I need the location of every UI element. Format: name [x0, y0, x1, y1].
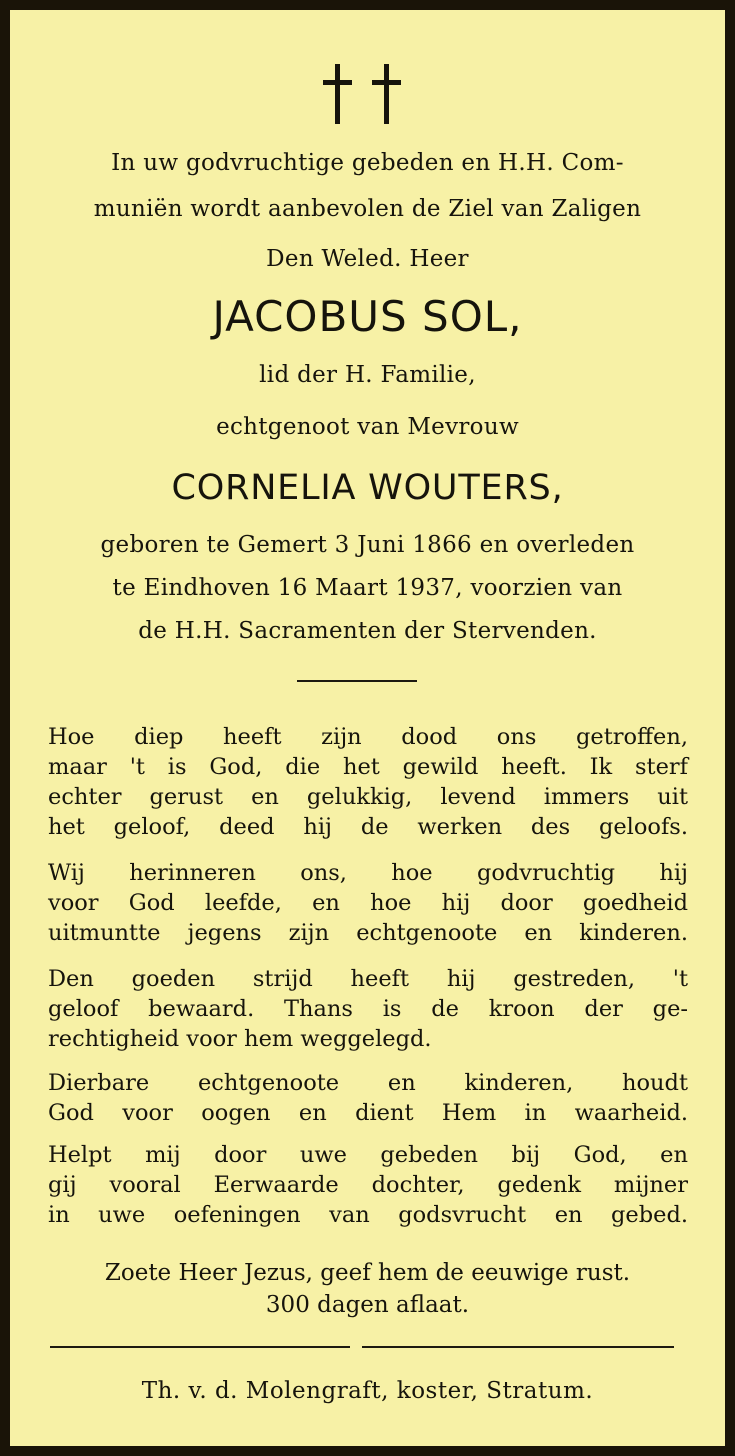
verse-line: uitmuntte jegens zijn echtgenoote en kinderen.: [48, 920, 688, 946]
verse-line: Helpt mij door uwe gebeden bij God, en: [48, 1142, 688, 1168]
verse-line: voor God leefde, en hoe hij door goedheid: [48, 890, 688, 916]
verse-line: gij vooral Eerwaarde dochter, gedenk mijner: [48, 1172, 688, 1198]
verse-line: het geloof, deed hij de werken des geloofs.: [48, 814, 688, 840]
memorial-card: [10, 10, 725, 1446]
intro-line-2: muniën wordt aanbevolen de Ziel van Zaligen: [93, 196, 642, 222]
born-line-1: geboren te Gemert 3 Juni 1866 en overleden: [100, 532, 635, 558]
verse-line: Wij herinneren ons, hoe godvruchtig hij: [48, 860, 688, 886]
verse-line: echter gerust en gelukkig, levend immers uit: [48, 784, 688, 810]
verse-line: God voor oogen en dient Hem in waarheid.: [48, 1100, 688, 1126]
verse-line: Dierbare echtgenoote en kinderen, houdt: [48, 1070, 688, 1096]
verse-line: Den goeden strijd heeft hij gestreden, 't: [48, 966, 688, 992]
verse-paragraph-3: [48, 964, 688, 1054]
indulgence-line: 300 dagen aflaat.: [265, 1292, 470, 1318]
short-divider: [297, 680, 417, 682]
verse-line: rechtigheid voor hem weggelegd.: [48, 1026, 432, 1052]
spouse-name: CORNELIA WOUTERS,: [171, 468, 564, 508]
printer-credit: Th. v. d. Molengraft, koster, Stratum.: [141, 1378, 594, 1404]
member-line: lid der H. Familie,: [259, 362, 476, 388]
verse-paragraph-5: [48, 1140, 688, 1230]
bottom-divider-left: [50, 1346, 350, 1348]
born-line-3: de H.H. Sacramenten der Stervenden.: [138, 618, 597, 644]
spouse-intro: echtgenoot van Mevrouw: [216, 414, 519, 440]
verse-line: Hoe diep heeft zijn dood ons getroffen,: [48, 724, 688, 750]
honorific-title: Den Weled. Heer: [266, 246, 469, 272]
verse-paragraph-2: [48, 858, 688, 948]
intro-line-1: In uw godvruchtige gebeden en H.H. Com-: [111, 150, 624, 176]
verse-paragraph-4: [48, 1068, 688, 1128]
verse-line: in uwe oefeningen van godsvrucht en gebed.: [48, 1202, 688, 1228]
born-line-2: te Eindhoven 16 Maart 1937, voorzien van: [112, 575, 623, 601]
verse-line: geloof bewaard. Thans is de kroon der ge-: [48, 996, 688, 1022]
bottom-divider-right: [362, 1346, 674, 1348]
closing-prayer: Zoete Heer Jezus, geef hem de eeuwige rust.: [104, 1260, 631, 1286]
deceased-name: JACOBUS SOL,: [212, 292, 523, 341]
verse-line: maar 't is God, die het gewild heeft. Ik sterf: [48, 754, 688, 780]
double-cross-icon: [10, 62, 725, 132]
verse-paragraph-1: [48, 722, 688, 842]
